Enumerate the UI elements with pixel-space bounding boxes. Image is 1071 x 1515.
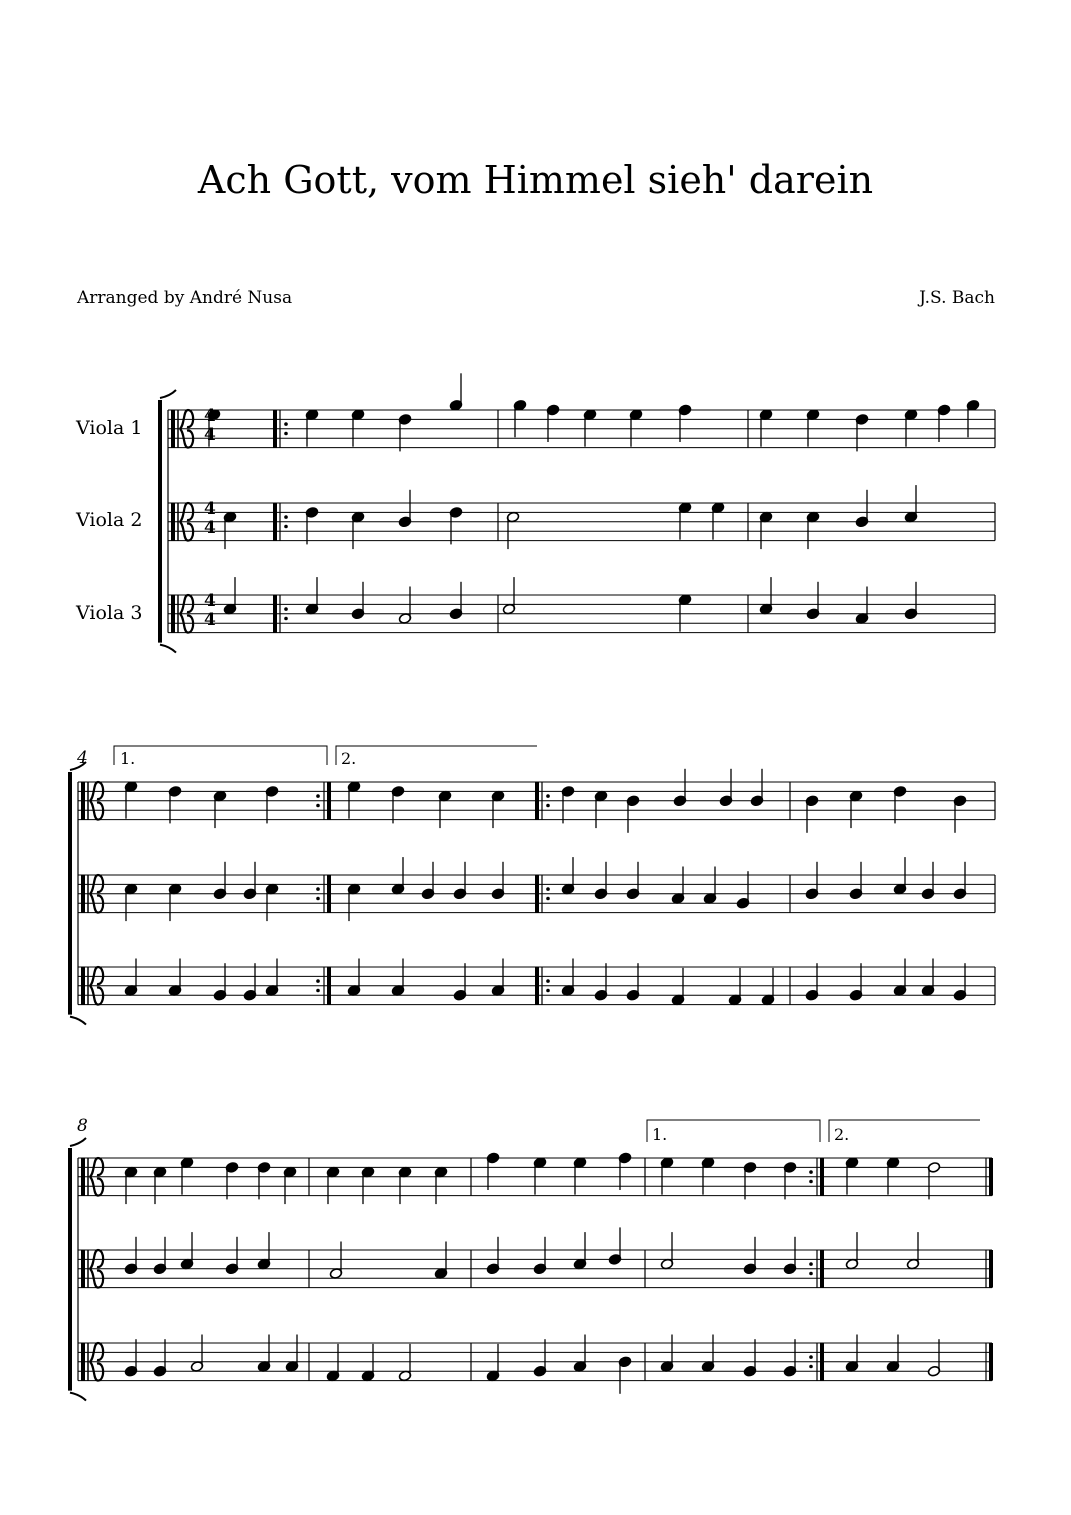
repeat-dot <box>809 1355 813 1359</box>
repeat-dot <box>284 432 288 436</box>
repeat-dot <box>546 794 550 798</box>
system-bracket <box>160 390 176 398</box>
alto-clef-icon <box>81 967 85 1005</box>
repeat-dot <box>809 1272 813 1276</box>
repeat-dot <box>284 617 288 621</box>
alto-clef-icon <box>81 875 85 913</box>
volta-bracket-first <box>647 1120 820 1142</box>
volta-label-first: 1. <box>120 749 136 768</box>
instrument-name-viola-2: Viola 2 <box>76 509 143 531</box>
composer-credit: J.S. Bach <box>919 288 995 308</box>
repeat-dot <box>809 1365 813 1369</box>
time-signature-denominator: 4 <box>204 610 216 630</box>
alto-clef-icon <box>81 1250 85 1288</box>
volta-label-first: 1. <box>652 1125 668 1144</box>
volta-bracket-second <box>829 1120 980 1142</box>
repeat-dot <box>284 607 288 611</box>
repeat-dot <box>316 794 320 798</box>
alto-clef-icon <box>171 503 175 541</box>
repeat-dot <box>809 1170 813 1174</box>
system-bracket <box>70 1393 86 1401</box>
volta-label-second: 2. <box>834 1125 850 1144</box>
volta-bracket-first <box>114 746 327 765</box>
repeat-dot <box>546 887 550 891</box>
instrument-name-viola-1: Viola 1 <box>76 417 143 439</box>
repeat-dot <box>316 979 320 983</box>
repeat-dot <box>284 422 288 426</box>
system-bracket <box>160 645 176 653</box>
measure-number: 8 <box>77 1116 88 1136</box>
volta-bracket-second <box>336 746 537 765</box>
repeat-dot <box>316 804 320 808</box>
alto-clef-icon <box>171 595 175 633</box>
alto-clef-icon <box>171 410 175 448</box>
time-signature-denominator: 4 <box>204 425 216 445</box>
instrument-name-viola-3: Viola 3 <box>76 602 143 624</box>
repeat-dot <box>316 887 320 891</box>
arranger-credit: Arranged by André Nusa <box>77 288 293 308</box>
repeat-dot <box>316 897 320 901</box>
repeat-dot <box>809 1262 813 1266</box>
repeat-dot <box>284 515 288 519</box>
repeat-dot <box>546 804 550 808</box>
time-signature-numerator: 4 <box>204 406 216 426</box>
alto-clef-icon <box>81 1343 85 1381</box>
repeat-dot <box>546 897 550 901</box>
system-bracket <box>70 1138 86 1146</box>
piece-title: Ach Gott, vom Himmel sieh' darein <box>197 158 874 202</box>
repeat-dot <box>284 525 288 529</box>
repeat-dot <box>809 1180 813 1184</box>
alto-clef-icon <box>81 782 85 820</box>
time-signature-numerator: 4 <box>204 499 216 519</box>
repeat-dot <box>546 989 550 993</box>
repeat-dot <box>546 979 550 983</box>
alto-clef-icon <box>81 1158 85 1196</box>
measure-number: 4 <box>77 748 88 768</box>
time-signature-denominator: 4 <box>204 518 216 538</box>
time-signature-numerator: 4 <box>204 591 216 611</box>
repeat-dot <box>316 989 320 993</box>
system-bracket <box>70 1017 86 1025</box>
volta-label-second: 2. <box>341 749 357 768</box>
